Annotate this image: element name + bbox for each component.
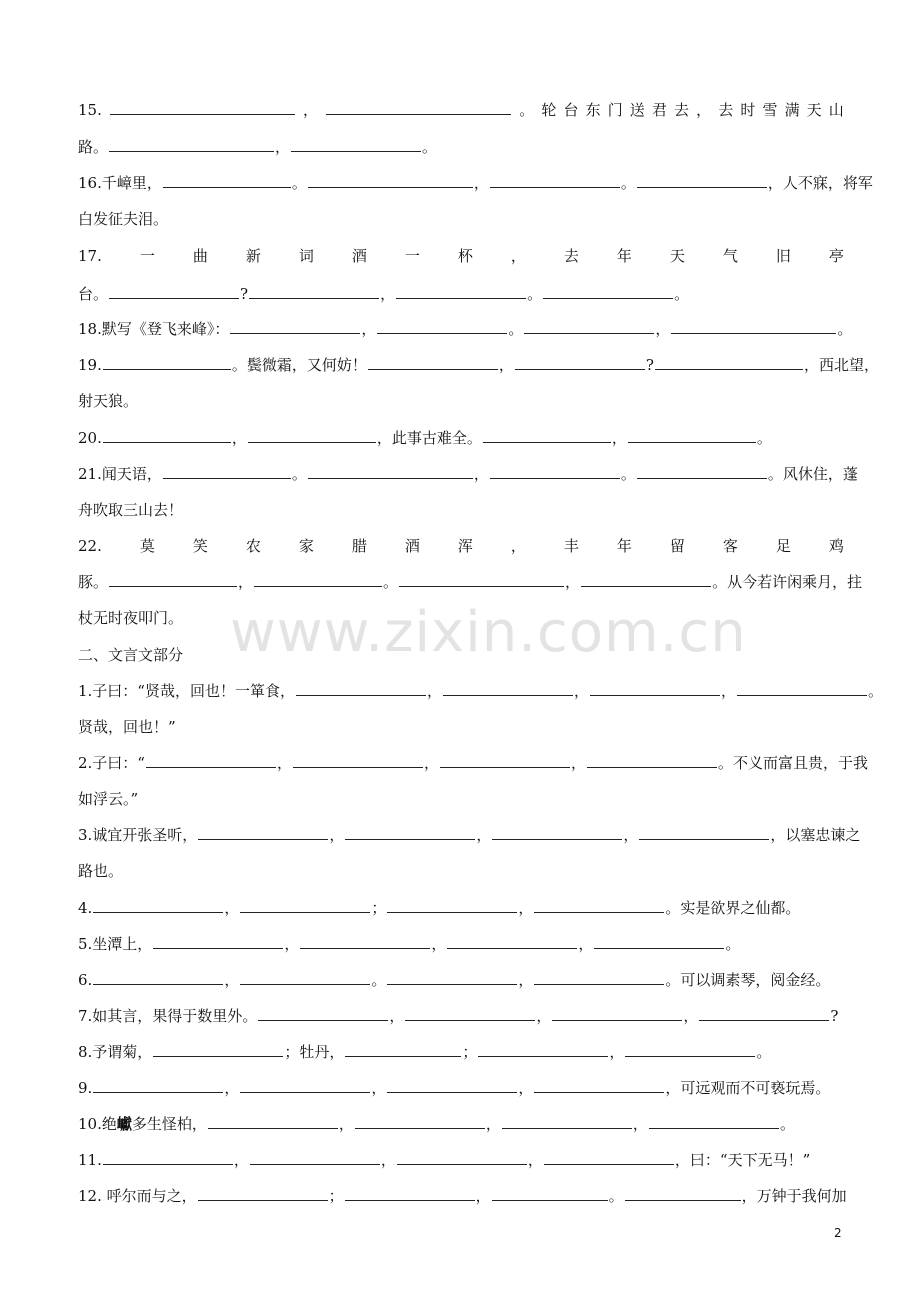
line-text: ， <box>510 537 526 555</box>
line-text: 天 <box>806 101 822 119</box>
answer-blank[interactable] <box>387 1078 517 1093</box>
answer-blank[interactable] <box>637 464 767 479</box>
line-text: 。 <box>383 573 399 591</box>
line-text: 山 <box>828 101 844 119</box>
exercise-line <box>78 753 869 773</box>
line-text: 留 <box>669 537 685 555</box>
answer-blank[interactable] <box>478 1042 608 1057</box>
line-text: 22. <box>78 537 102 555</box>
exercise-line <box>78 100 844 120</box>
answer-blank[interactable] <box>534 970 664 985</box>
line-text: 。 <box>291 465 307 483</box>
answer-blank[interactable] <box>93 970 223 985</box>
answer-blank[interactable] <box>103 428 231 443</box>
line-text: ， <box>518 899 534 917</box>
line-text: 。 <box>620 465 636 483</box>
answer-blank[interactable] <box>590 681 720 696</box>
line-text: 浑 <box>457 537 473 555</box>
answer-blank[interactable] <box>230 319 360 334</box>
line-text: 年 <box>616 537 632 555</box>
line-text: 雪 <box>762 101 778 119</box>
answer-blank[interactable] <box>291 137 421 152</box>
exercise-line <box>78 1006 844 1026</box>
line-text: 。 <box>674 285 690 303</box>
line-text: ， <box>473 465 489 483</box>
line-text: ，可远观而不可亵玩焉。 <box>665 1079 831 1097</box>
answer-blank[interactable] <box>93 1078 223 1093</box>
line-text: 。 <box>608 1187 624 1205</box>
line-text: ， <box>527 1151 543 1169</box>
line-text: ， <box>231 429 247 447</box>
answer-blank[interactable] <box>447 934 577 949</box>
line-text: 。 <box>508 320 524 338</box>
answer-blank[interactable] <box>396 284 526 299</box>
answer-blank[interactable] <box>492 1186 608 1201</box>
line-text: 台 <box>563 101 579 119</box>
answer-blank[interactable] <box>552 1006 682 1021</box>
answer-blank[interactable] <box>109 137 274 152</box>
line-text: 10.绝 <box>78 1115 117 1133</box>
line-text: 11. <box>78 1151 102 1169</box>
line-text: 如浮云。” <box>78 790 139 808</box>
line-text: ； <box>371 899 387 917</box>
answer-blank[interactable] <box>490 464 620 479</box>
answer-blank[interactable] <box>146 753 276 768</box>
line-text: ， <box>284 935 300 953</box>
line-text: ， <box>498 356 514 374</box>
line-text: 送 <box>629 101 645 119</box>
answer-blank[interactable] <box>628 428 756 443</box>
answer-blank[interactable] <box>490 173 620 188</box>
line-text: ， <box>632 1115 648 1133</box>
line-text: ， <box>696 101 712 119</box>
answer-blank[interactable] <box>103 1150 233 1165</box>
line-text: 。鬓微霜，又何妨！ <box>231 356 367 374</box>
line-text: 4. <box>78 899 93 917</box>
line-text: 17. <box>78 247 102 265</box>
line-text: 气 <box>722 247 738 265</box>
exercise-line <box>78 1150 844 1170</box>
line-text: 天 <box>669 247 685 265</box>
line-text: 家 <box>298 537 314 555</box>
line-text: ， <box>371 1079 387 1097</box>
line-text: 。 <box>527 285 543 303</box>
answer-blank[interactable] <box>248 428 376 443</box>
answer-blank[interactable] <box>198 1186 328 1201</box>
line-text: ， <box>338 1115 354 1133</box>
line-text: 去 <box>718 101 734 119</box>
line-text: 杖无时夜叩门。 <box>78 609 184 627</box>
line-text: ， <box>578 935 594 953</box>
answer-blank[interactable] <box>103 355 231 370</box>
answer-blank[interactable] <box>587 753 717 768</box>
line-text: ； <box>328 1187 344 1205</box>
line-text: 轮 <box>541 101 557 119</box>
line-text: 。 <box>620 174 636 192</box>
exercise-line <box>78 1186 847 1206</box>
exercise-line <box>78 173 873 193</box>
line-text: ， <box>611 429 627 447</box>
answer-blank[interactable] <box>544 1150 674 1165</box>
line-text: ， <box>683 1007 699 1025</box>
answer-blank[interactable] <box>208 1114 338 1129</box>
exercise-line <box>78 825 861 845</box>
line-text: 路。 <box>78 138 109 156</box>
line-text: 酒 <box>351 247 367 265</box>
line-text: ，曰：“天下无马！” <box>674 1151 811 1169</box>
answer-blank[interactable] <box>594 934 724 949</box>
exercise-line <box>78 428 844 448</box>
answer-blank[interactable] <box>153 1042 283 1057</box>
line-text: 鸡 <box>828 537 844 555</box>
line-text: ， <box>623 826 639 844</box>
line-text: 。 <box>756 429 772 447</box>
line-text: ， <box>431 935 447 953</box>
line-text: ， <box>485 1115 501 1133</box>
exercise-line <box>78 1114 844 1134</box>
line-text: 3.诚宜开张圣听， <box>78 826 198 844</box>
answer-blank[interactable] <box>440 753 570 768</box>
line-text: 。可以调素琴，阅金经。 <box>665 971 831 989</box>
line-text: 20. <box>78 429 102 447</box>
line-text: 一 <box>404 247 420 265</box>
line-text: ， <box>510 247 526 265</box>
answer-blank[interactable] <box>377 319 507 334</box>
line-text: ， <box>424 754 440 772</box>
line-text: ， <box>361 320 377 338</box>
answer-blank[interactable] <box>483 428 611 443</box>
line-text: ，以塞忠谏之 <box>770 826 861 844</box>
answer-blank[interactable] <box>240 970 370 985</box>
line-text: ； <box>462 1043 478 1061</box>
line-text: 7.如其言，果得于数里外。 <box>78 1007 258 1025</box>
answer-blank[interactable] <box>639 825 769 840</box>
line-text: 19. <box>78 356 102 374</box>
line-text: 丰 <box>563 537 579 555</box>
line-text: ，万钟于我何加 <box>741 1187 847 1205</box>
answer-blank[interactable] <box>308 464 473 479</box>
answer-blank[interactable] <box>254 572 382 587</box>
answer-blank[interactable] <box>534 898 664 913</box>
line-text: 2.子曰：“ <box>78 754 145 772</box>
answer-blank[interactable] <box>345 825 475 840</box>
answer-blank[interactable] <box>109 284 239 299</box>
exercise-line <box>78 681 884 701</box>
exercise-line <box>78 464 858 484</box>
answer-blank[interactable] <box>543 284 673 299</box>
line-text: 多生怪柏， <box>131 1115 207 1133</box>
exercise-line <box>78 284 844 304</box>
line-text: 。不义而富且贵，于我 <box>718 754 869 772</box>
line-text: 满 <box>784 101 800 119</box>
line-text: ， <box>276 754 292 772</box>
line-text: ， <box>389 1007 405 1025</box>
exercise-line <box>78 608 844 628</box>
exercise-line <box>78 319 853 339</box>
answer-blank[interactable] <box>163 464 291 479</box>
line-text: 农 <box>245 537 261 555</box>
line-text: 词 <box>298 247 314 265</box>
exercise-line <box>78 970 844 990</box>
answer-blank[interactable] <box>397 1150 527 1165</box>
line-text: 21.闻天语， <box>78 465 162 483</box>
line-text: 曲 <box>192 247 208 265</box>
answer-blank[interactable] <box>699 1006 829 1021</box>
page-number: 2 <box>834 1226 842 1240</box>
line-text: 客 <box>722 537 738 555</box>
line-text: ， <box>275 138 291 156</box>
line-text: ， <box>655 320 671 338</box>
line-text: 笑 <box>192 537 208 555</box>
line-text: ， <box>329 826 345 844</box>
line-text: ， <box>380 1151 396 1169</box>
answer-blank[interactable] <box>649 1114 779 1129</box>
line-text: ? <box>240 285 249 303</box>
answer-blank[interactable] <box>163 173 291 188</box>
exercise-line <box>78 1042 844 1062</box>
exercise-line <box>78 572 863 592</box>
watermark: www.zixin.com.cn <box>230 600 747 665</box>
exercise-line <box>78 137 844 157</box>
line-text: ， <box>571 754 587 772</box>
answer-blank[interactable] <box>258 1006 388 1021</box>
line-text: ， <box>476 826 492 844</box>
line-text: 。 <box>868 682 884 700</box>
answer-blank[interactable] <box>345 1186 475 1201</box>
line-text: 一 <box>139 247 155 265</box>
line-text: 贤哉，回也！” <box>78 718 176 736</box>
answer-blank[interactable] <box>153 934 283 949</box>
line-text: 。 <box>779 1115 795 1133</box>
answer-blank[interactable] <box>502 1114 632 1129</box>
answer-blank[interactable] <box>110 100 295 115</box>
answer-blank[interactable] <box>492 825 622 840</box>
exercise-line <box>78 898 844 918</box>
line-text: 门 <box>607 101 623 119</box>
answer-blank[interactable] <box>326 100 511 115</box>
line-text: ， <box>224 1079 240 1097</box>
line-text: 旧 <box>775 247 791 265</box>
answer-blank[interactable] <box>737 681 867 696</box>
answer-blank[interactable] <box>625 1186 741 1201</box>
answer-blank[interactable] <box>296 681 426 696</box>
line-text: 莫 <box>139 537 155 555</box>
answer-blank[interactable] <box>671 319 836 334</box>
line-text: ， <box>303 101 319 119</box>
answer-blank[interactable] <box>240 898 370 913</box>
line-text: ， <box>518 971 534 989</box>
line-text: 杯 <box>457 247 473 265</box>
answer-blank[interactable] <box>515 355 645 370</box>
line-text: 新 <box>245 247 261 265</box>
line-text: 时 <box>740 101 756 119</box>
answer-blank[interactable] <box>240 1078 370 1093</box>
line-text: ， <box>473 174 489 192</box>
line-text: 路也。 <box>78 862 124 880</box>
answer-blank[interactable] <box>524 319 654 334</box>
answer-blank[interactable] <box>300 934 430 949</box>
line-text: ， <box>224 971 240 989</box>
line-text: 腊 <box>351 537 367 555</box>
line-text: 足 <box>775 537 791 555</box>
line-text: ， <box>426 682 442 700</box>
exercise-line <box>78 861 844 881</box>
line-text: 去 <box>674 101 690 119</box>
answer-blank[interactable] <box>637 173 767 188</box>
section-heading: 二、文言文部分 <box>78 646 184 664</box>
answer-blank[interactable] <box>109 572 237 587</box>
exercise-line <box>78 209 844 229</box>
line-text: ， <box>224 899 240 917</box>
answer-blank[interactable] <box>293 753 423 768</box>
line-text: 。 <box>837 320 853 338</box>
line-text: 年 <box>616 247 632 265</box>
line-text: 。风休住，蓬 <box>767 465 858 483</box>
answer-blank[interactable] <box>443 681 573 696</box>
exercise-line <box>78 1078 844 1098</box>
line-text: ， <box>380 285 396 303</box>
line-text: 台。 <box>78 285 109 303</box>
answer-blank[interactable] <box>93 898 223 913</box>
answer-blank[interactable] <box>355 1114 485 1129</box>
line-text: ? <box>830 1007 839 1025</box>
answer-blank[interactable] <box>655 355 803 370</box>
line-text: ， <box>536 1007 552 1025</box>
exercise-line <box>78 789 844 809</box>
answer-blank[interactable] <box>534 1078 664 1093</box>
line-text: 巘 <box>116 1115 132 1133</box>
line-text: ， <box>475 1187 491 1205</box>
exercise-line <box>78 500 844 520</box>
line-text: 1.子曰：“贤哉，回也！一箪食， <box>78 682 295 700</box>
answer-blank[interactable] <box>405 1006 535 1021</box>
line-text: 12. 呼尔而与之， <box>78 1187 197 1205</box>
line-text: 16.千嶂里， <box>78 174 162 192</box>
line-text: ，人不寐，将军 <box>767 174 873 192</box>
answer-blank[interactable] <box>387 970 517 985</box>
exercise-line <box>78 246 844 266</box>
line-text: ， <box>238 573 254 591</box>
answer-blank[interactable] <box>399 572 564 587</box>
line-text: 君 <box>651 101 667 119</box>
line-text: 。 <box>725 935 741 953</box>
line-text: 18.默写《登飞来峰》： <box>78 320 230 338</box>
line-text: 亭 <box>828 247 844 265</box>
line-text: ， <box>609 1043 625 1061</box>
line-text: ， <box>574 682 590 700</box>
line-text: 。 <box>291 174 307 192</box>
answer-blank[interactable] <box>345 1042 461 1057</box>
answer-blank[interactable] <box>308 173 473 188</box>
line-text: 8.予谓菊， <box>78 1043 153 1061</box>
line-text: 去 <box>563 247 579 265</box>
line-text: ， <box>518 1079 534 1097</box>
line-text: 。 <box>422 138 438 156</box>
line-text: 5.坐潭上， <box>78 935 153 953</box>
line-text: 。从今若许闲乘月，拄 <box>712 573 863 591</box>
line-text: 9. <box>78 1079 93 1097</box>
line-text: ，西北望， <box>803 356 879 374</box>
exercise-line <box>78 934 844 954</box>
answer-blank[interactable] <box>198 825 328 840</box>
line-text: 白发征夫泪。 <box>78 210 169 228</box>
answer-blank[interactable] <box>625 1042 755 1057</box>
line-text: ，此事古难全。 <box>376 429 482 447</box>
exercise-line <box>78 391 844 411</box>
line-text: 东 <box>585 101 601 119</box>
line-text: 。 <box>519 101 535 119</box>
line-text: 。 <box>371 971 387 989</box>
line-text: 舟吹取三山去！ <box>78 501 184 519</box>
line-text: ， <box>721 682 737 700</box>
answer-blank[interactable] <box>581 572 711 587</box>
line-text: ， <box>565 573 581 591</box>
answer-blank[interactable] <box>368 355 498 370</box>
line-text: 。 <box>756 1043 772 1061</box>
line-text: 射天狼。 <box>78 392 139 410</box>
line-text: ；牡丹， <box>284 1043 345 1061</box>
exercise-line <box>78 717 844 737</box>
answer-blank[interactable] <box>249 284 379 299</box>
line-text: 酒 <box>404 537 420 555</box>
line-text: 6. <box>78 971 93 989</box>
exercise-line <box>78 536 844 556</box>
exercise-line <box>78 355 879 375</box>
answer-blank[interactable] <box>387 898 517 913</box>
answer-blank[interactable] <box>250 1150 380 1165</box>
line-text: 。实是欲界之仙都。 <box>665 899 801 917</box>
line-text: ， <box>233 1151 249 1169</box>
line-text: 15. <box>78 101 102 119</box>
line-text: ? <box>645 356 654 374</box>
line-text: 豚。 <box>78 573 109 591</box>
